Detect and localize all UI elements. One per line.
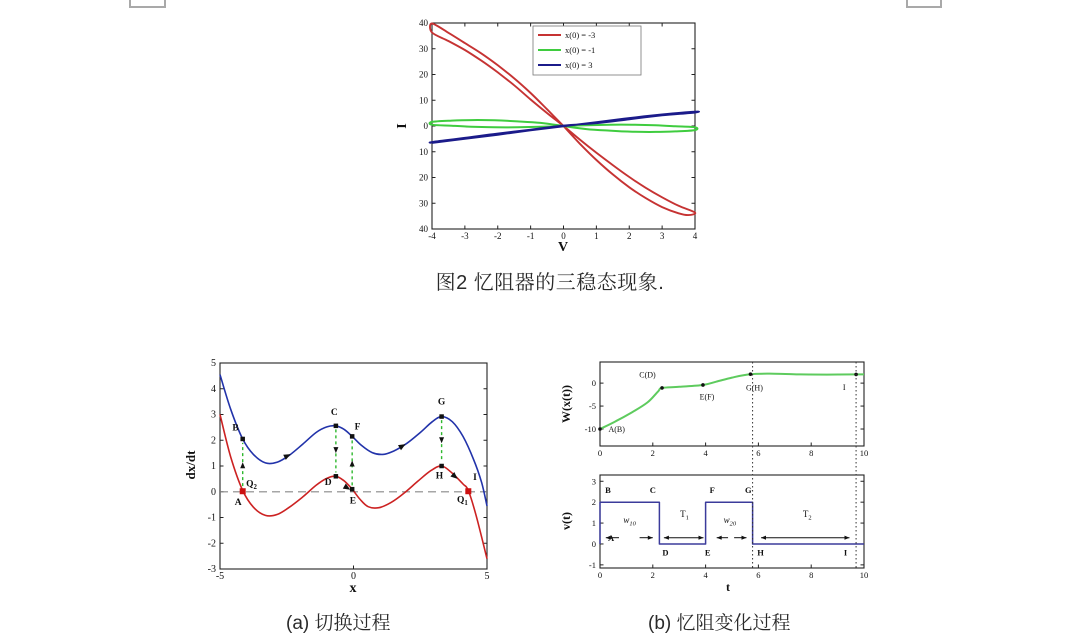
svg-text:I: I [843,547,848,558]
svg-text:-5: -5 [588,401,596,412]
svg-text:0: 0 [597,448,603,458]
svg-text:v(t): v(t) [559,512,573,530]
svg-text:2: 2 [591,497,596,508]
svg-text:H: H [435,471,444,482]
svg-text:0: 0 [351,571,356,582]
svg-text:1: 1 [211,461,216,472]
svg-text:10: 10 [419,146,428,157]
svg-text:4: 4 [703,448,708,458]
svg-text:D: D [662,547,669,558]
svg-text:G: G [745,484,752,495]
svg-text:10: 10 [419,95,428,106]
svg-text:I: I [842,383,846,392]
svg-text:I: I [395,123,410,129]
svg-text:Q2: $Q_2$ [246,479,257,492]
svg-text:A(B): A(B) [608,424,625,434]
svg-text:x(0) = -1: x(0) = -1 [565,45,596,55]
svg-text:8: 8 [809,570,814,580]
svg-text:6: 6 [756,570,761,580]
svg-text:2: 2 [650,570,655,580]
svg-text:-10: -10 [584,424,596,435]
svg-text:B: B [605,484,611,495]
svg-text:x: x [349,581,357,596]
svg-text:A: A [234,498,242,509]
svg-text:3: 3 [591,476,596,487]
svg-text:40: 40 [419,224,428,234]
svg-text:30: 30 [419,198,428,209]
tristable-hysteresis-chart [390,15,710,265]
svg-text:D: D [324,478,332,489]
svg-text:A: A [608,532,615,543]
svg-text:-4: -4 [428,231,436,241]
svg-text:x(0) = 3: x(0) = 3 [565,60,593,70]
svg-text:5: 5 [484,571,490,582]
svg-text:-3: -3 [461,231,469,241]
svg-text:4: 4 [703,570,708,580]
svg-text:4: 4 [692,231,698,241]
svg-text:-5: -5 [215,571,225,582]
switching-process-chart [180,345,500,600]
svg-text:0: 0 [561,231,566,241]
svg-text:3: 3 [211,409,216,421]
svg-text:C: C [649,484,656,495]
svg-text:H: H [757,547,764,558]
svg-text:0: 0 [423,121,428,131]
svg-text:0: 0 [211,486,216,498]
svg-text:6: 6 [756,448,761,458]
svg-text:C: C [330,408,338,419]
svg-text:3: 3 [659,231,665,241]
subcaption-b: (b) 忆阻变化过程 [648,613,791,634]
svg-text:0: 0 [597,570,603,580]
svg-text:5: 5 [211,358,216,369]
svg-text:20: 20 [419,69,428,80]
svg-text:C(D): C(D) [639,370,656,380]
svg-text:T1: $T_1$ [680,508,689,522]
svg-text:2: 2 [650,448,655,458]
svg-text:30: 30 [419,43,428,54]
svg-text:-2: -2 [494,231,502,241]
svg-text:4: 4 [211,383,216,395]
svg-text:T2: $T_2$ [802,508,812,522]
svg-text:-2: -2 [207,538,216,550]
svg-text:E: E [704,547,711,558]
svg-text:t: t [726,580,730,594]
svg-text:I: I [473,473,477,484]
svg-text:40: 40 [419,18,428,28]
svg-text:B: B [232,423,239,434]
cropped-ui-box-right [906,0,942,8]
svg-text:-3: -3 [207,564,216,575]
svg-text:x(0) = -3: x(0) = -3 [565,30,596,40]
svg-text:1: 1 [594,231,599,241]
subcaption-a: (a) 切换过程 [286,613,391,634]
svg-text:10: 10 [859,448,869,458]
svg-text:E(F): E(F) [699,392,715,402]
svg-text:V: V [557,240,569,255]
cropped-ui-box-left [129,0,166,8]
svg-text:8: 8 [809,448,814,458]
svg-text:1: 1 [591,518,596,529]
svg-text:2: 2 [627,231,632,241]
svg-text:G(H): G(H) [745,383,763,393]
svg-text:F: F [354,422,361,433]
svg-text:0: 0 [591,538,596,549]
svg-text:W(x(t)): W(x(t)) [559,385,573,423]
svg-text:-1: -1 [588,559,596,570]
svg-text:2: 2 [211,435,216,447]
svg-text:dx/dt: dx/dt [183,450,198,480]
svg-text:Q1: $Q_1$ [457,495,468,508]
memristance-change-chart [555,345,885,600]
figure2-caption: 图2 忆阻器的三稳态现象. [435,272,665,294]
svg-text:0: 0 [591,378,596,389]
svg-text:20: 20 [419,172,428,183]
svg-text:-1: -1 [207,512,216,524]
svg-text:w10: $w_{10}$ [623,515,636,528]
svg-text:10: 10 [859,570,869,580]
svg-text:-1: -1 [526,231,535,241]
svg-text:w20: $w_{20}$ [723,515,737,528]
svg-text:F: F [709,484,715,495]
svg-text:G: G [437,397,446,408]
svg-text:E: E [349,496,357,507]
